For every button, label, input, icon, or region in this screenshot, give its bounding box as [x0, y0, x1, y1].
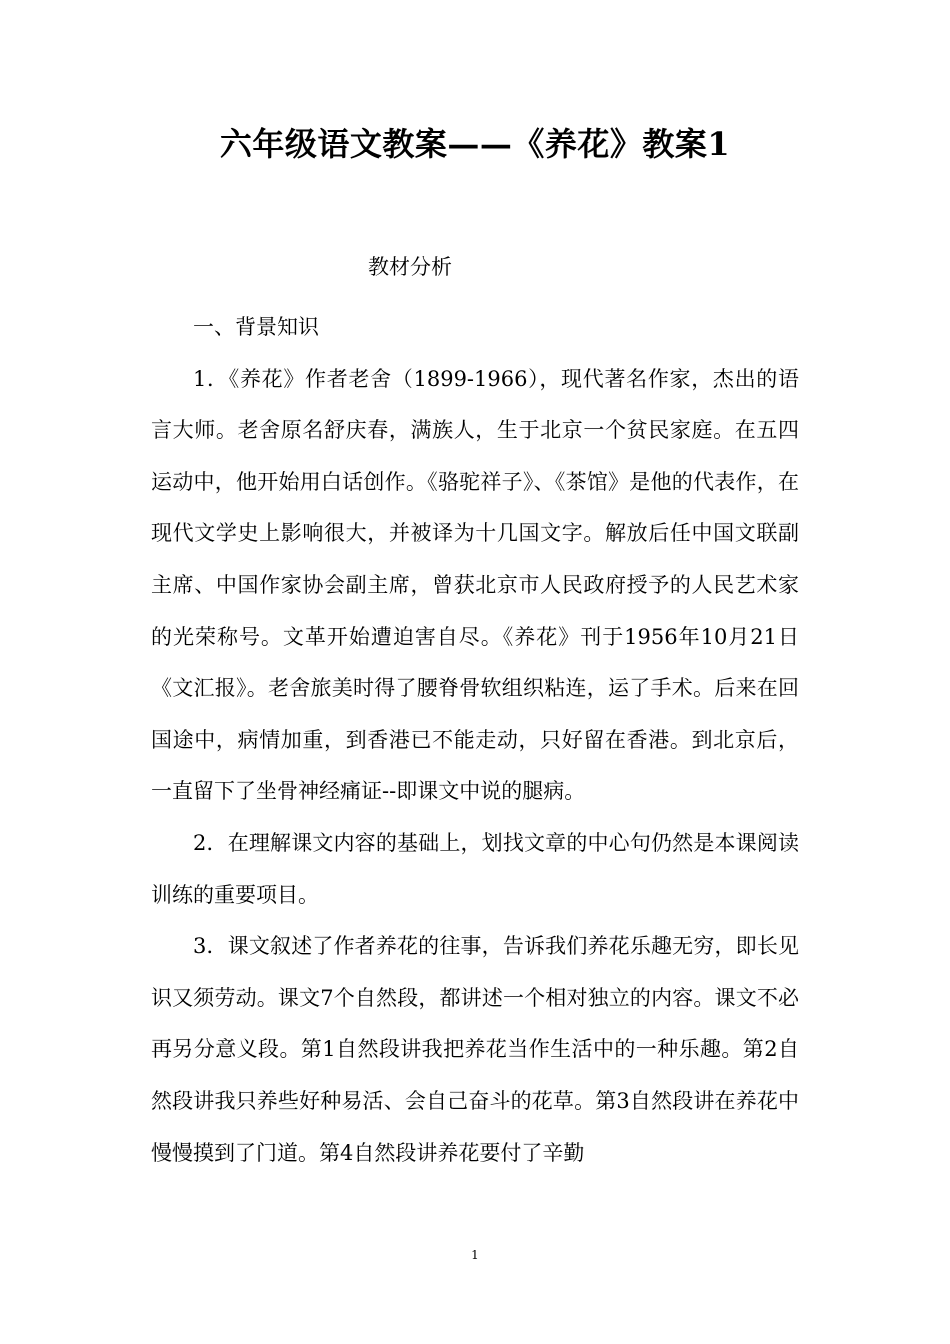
paragraph-item-1: 1．《养花》作者老舍（1899-1966），现代著名作家，杰出的语言大师。老舍原名舒庆春，满族人，生于北京一个贫民家庭。在五四运动中，他开始用白话创作。《骆驼祥子》、《茶馆》是他的代表作，在现代文学史上影响很大，并被译为十几国文字。解放后任中国文联副主席、中国作家协会副主席，曾获北京市人民政府授予的人民艺术家的光荣称号。文革开始遭迫害自尽。《养花》刊于1956年10月21日《文汇报》。老舍旅美时得了腰脊骨软组织粘连，运了手术。后来在回国途中，病情加重，到香港已不能走动，只好留在香港。到北京后，一直留下了坐骨神经痛证--即课文中说的腿病。 [151, 366, 799, 804]
page-number: 1 [471, 1248, 479, 1262]
paragraph-item-3: 3．课文叙述了作者养花的往事，告诉我们养花乐趣无穷，即长见识又须劳动。课文7个自然段，都讲述一个相对独立的内容。课文不必再另分意义段。第1自然段讲我把养花当作生活中的一种乐趣。第2自然段讲我只养些好种易活、会自己奋斗的花草。第3自然段讲在养花中慢慢摸到了门道。第4自然段讲养花要付了辛勤 [151, 934, 799, 1165]
paragraph-item-2: 2．在理解课文内容的基础上，划找文章的中心句仍然是本课阅读训练的重要项目。 [151, 830, 799, 907]
section-heading: 教材分析 [368, 255, 452, 279]
document-title: 六年级语文教案——《养花》教案1 [219, 125, 731, 163]
document-body [151, 302, 799, 1179]
paragraph-background-heading: 一、背景知识 [193, 315, 319, 339]
